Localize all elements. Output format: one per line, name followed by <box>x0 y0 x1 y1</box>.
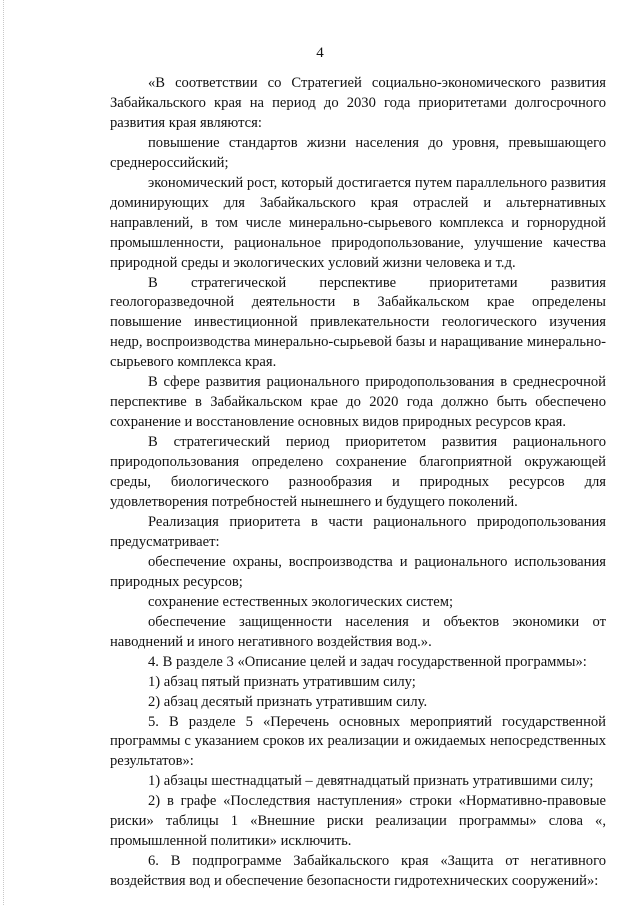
paragraph-item-4-2: 2) абзац десятый признать утратившим силу. <box>148 693 428 710</box>
paragraph-item-5-1: 1) абзацы шестнадцатый – девятнадцатый признать утратившими силу; <box>148 773 594 790</box>
paragraph-geology-priorities: В стратегической перспективе приоритетами развития геологоразведочной деятельности в Забайкальском крае определены повышение инвестиционной привлекательности геологического изучения недр, воспроизводства минерально-сырьевой базы и наращивание минерально-сырьевого комплекса края. <box>110 274 606 371</box>
paragraph-ecosystems: сохранение естественных экологических систем; <box>148 593 454 610</box>
paragraph-living-standards: повышение стандартов жизни населения до уровня, превышающего среднероссийский; <box>110 134 606 171</box>
paragraph-priority-implementation: Реализация приоритета в части рационального природопользования предусматривает: <box>110 513 606 550</box>
paragraph-item-5-2: 2) в графе «Последствия наступления» строки «Нормативно-правовые риски» таблицы 1 «Внешние риски реализации программы» слова «, промышленной политики» исключить. <box>110 793 606 850</box>
paragraph-strategic-period: В стратегический период приоритетом развития рационального природопользования определено сохранение благоприятной окружающей среды, биологического разнообразия и природных ресурсов для удовлетворения потребностей нынешнего и будущего поколений. <box>110 434 606 511</box>
document-body <box>110 74 606 892</box>
paragraph-item-6: 6. В подпрограмме Забайкальского края «Защита от негативного воздействия вод и обеспечение безопасности гидротехнических сооружений»: <box>110 853 606 890</box>
paragraph-flood-protection: обеспечение защищенности населения и объектов экономики от наводнений и иного негативного воздействия вод.». <box>110 613 606 650</box>
paragraph-item-5: 5. В разделе 5 «Перечень основных мероприятий государственной программы с указанием сроков их реализации и ожидаемых непосредственных результатов»: <box>110 713 606 770</box>
scan-edge-line <box>3 0 4 905</box>
paragraph-item-4: 4. В разделе 3 «Описание целей и задач государственной программы»: <box>148 653 587 670</box>
paragraph-economic-growth: экономический рост, который достигается путем параллельного развития доминирующих для Забайкальского края отраслей и альтернативных направлений, в том числе минерально-сырьевого комплекса и горнорудной промышленности, рациональное природопользование, улучшение качества природной среды и экологических условий жизни человека и т.д. <box>110 174 606 271</box>
paragraph-item-4-1: 1) абзац пятый признать утратившим силу; <box>148 673 416 690</box>
page-number: 4 <box>316 45 324 61</box>
paragraph-resource-protection: обеспечение охраны, воспроизводства и рационального использования природных ресурсов; <box>110 553 606 590</box>
paragraph-nature-use-midterm: В сфере развития рационального природопользования в среднесрочной перспективе в Забайкальском крае до 2020 года должно быть обеспечено сохранение и восстановление основных видов природных ресурсов края. <box>110 374 606 431</box>
paragraph-strategy-intro: «В соответствии со Стратегией социально-экономического развития Забайкальского края на период до 2030 года приоритетами долгосрочного развития края являются: <box>110 75 606 131</box>
